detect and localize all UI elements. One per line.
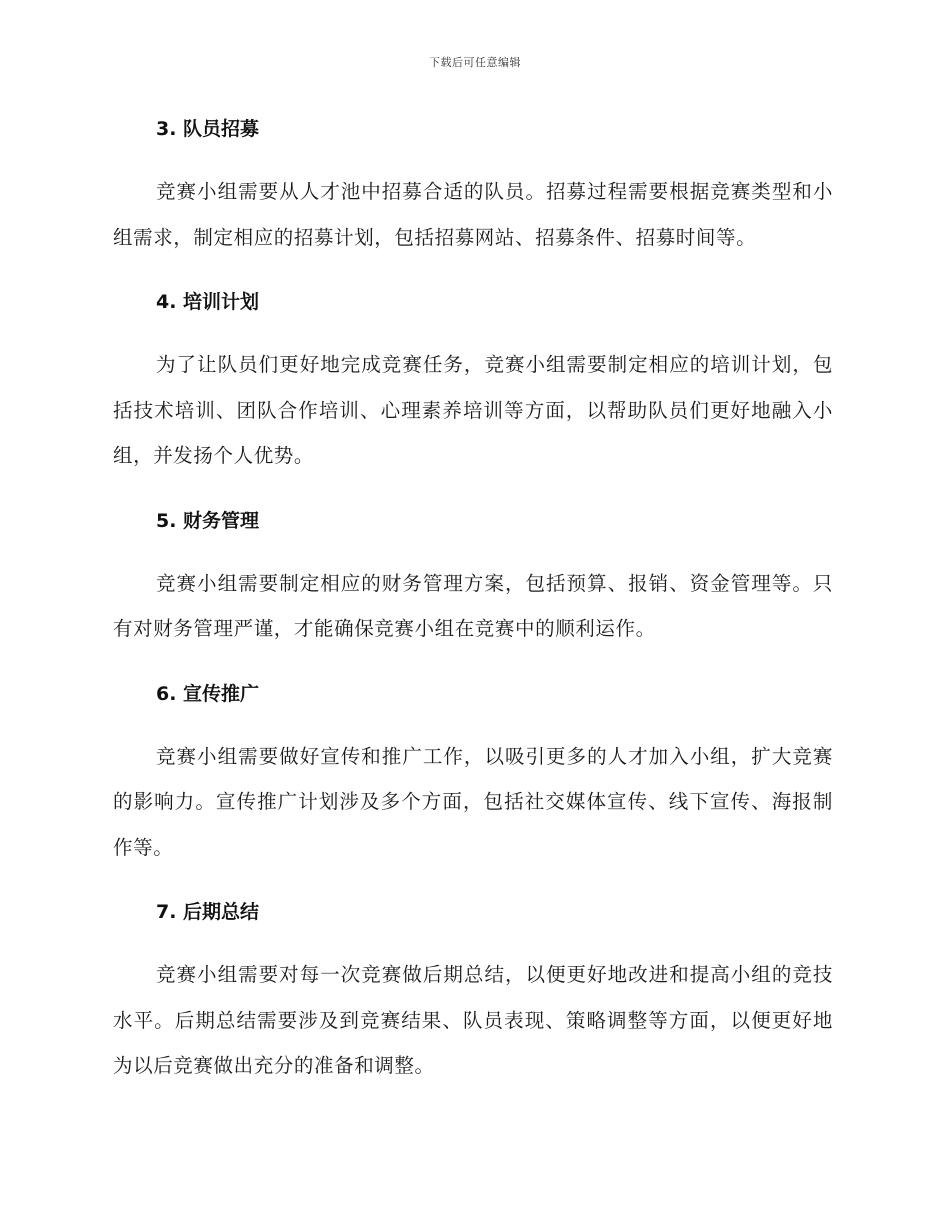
document-body [113,112,833,1089]
section-recruitment [113,112,833,285]
section-heading: 4. 培训计划 [156,291,260,313]
section-paragraph: 竞赛小组需要从人才池中招募合适的队员。招募过程需要根据竞赛类型和小组需求，制定相应的招募计划，包括招募网站、招募条件、招募时间等。 [113,180,833,249]
page-header: 下载后可任意编辑 [429,56,521,69]
section-paragraph: 竞赛小组需要做好宣传和推广工作，以吸引更多的人才加入小组，扩大竞赛的影响力。宣传推广计划涉及多个方面，包括社交媒体宣传、线下宣传、海报制作等。 [113,744,833,859]
section-training-plan [113,285,833,504]
section-heading: 3. 队员招募 [156,118,260,140]
section-summary [113,895,833,1089]
section-heading: 5. 财务管理 [156,509,260,532]
section-heading: 6. 宣传推广 [156,682,260,705]
section-paragraph: 竞赛小组需要制定相应的财务管理方案，包括预算、报销、资金管理等。只有对财务管理严谨，才能确保竞赛小组在竞赛中的顺利运作。 [113,571,833,640]
section-promotion [113,677,833,896]
section-paragraph: 为了让队员们更好地完成竞赛任务，竞赛小组需要制定相应的培训计划，包括技术培训、团队合作培训、心理素养培训等方面，以帮助队员们更好地融入小组，并发扬个人优势。 [113,353,833,467]
section-financial-management [113,504,833,677]
section-heading: 7. 后期总结 [156,901,260,923]
section-paragraph: 竞赛小组需要对每一次竞赛做后期总结，以便更好地改进和提高小组的竞技水平。后期总结需要涉及到竞赛结果、队员表现、策略调整等方面，以便更好地为以后竞赛做出充分的准备和调整。 [113,963,833,1077]
